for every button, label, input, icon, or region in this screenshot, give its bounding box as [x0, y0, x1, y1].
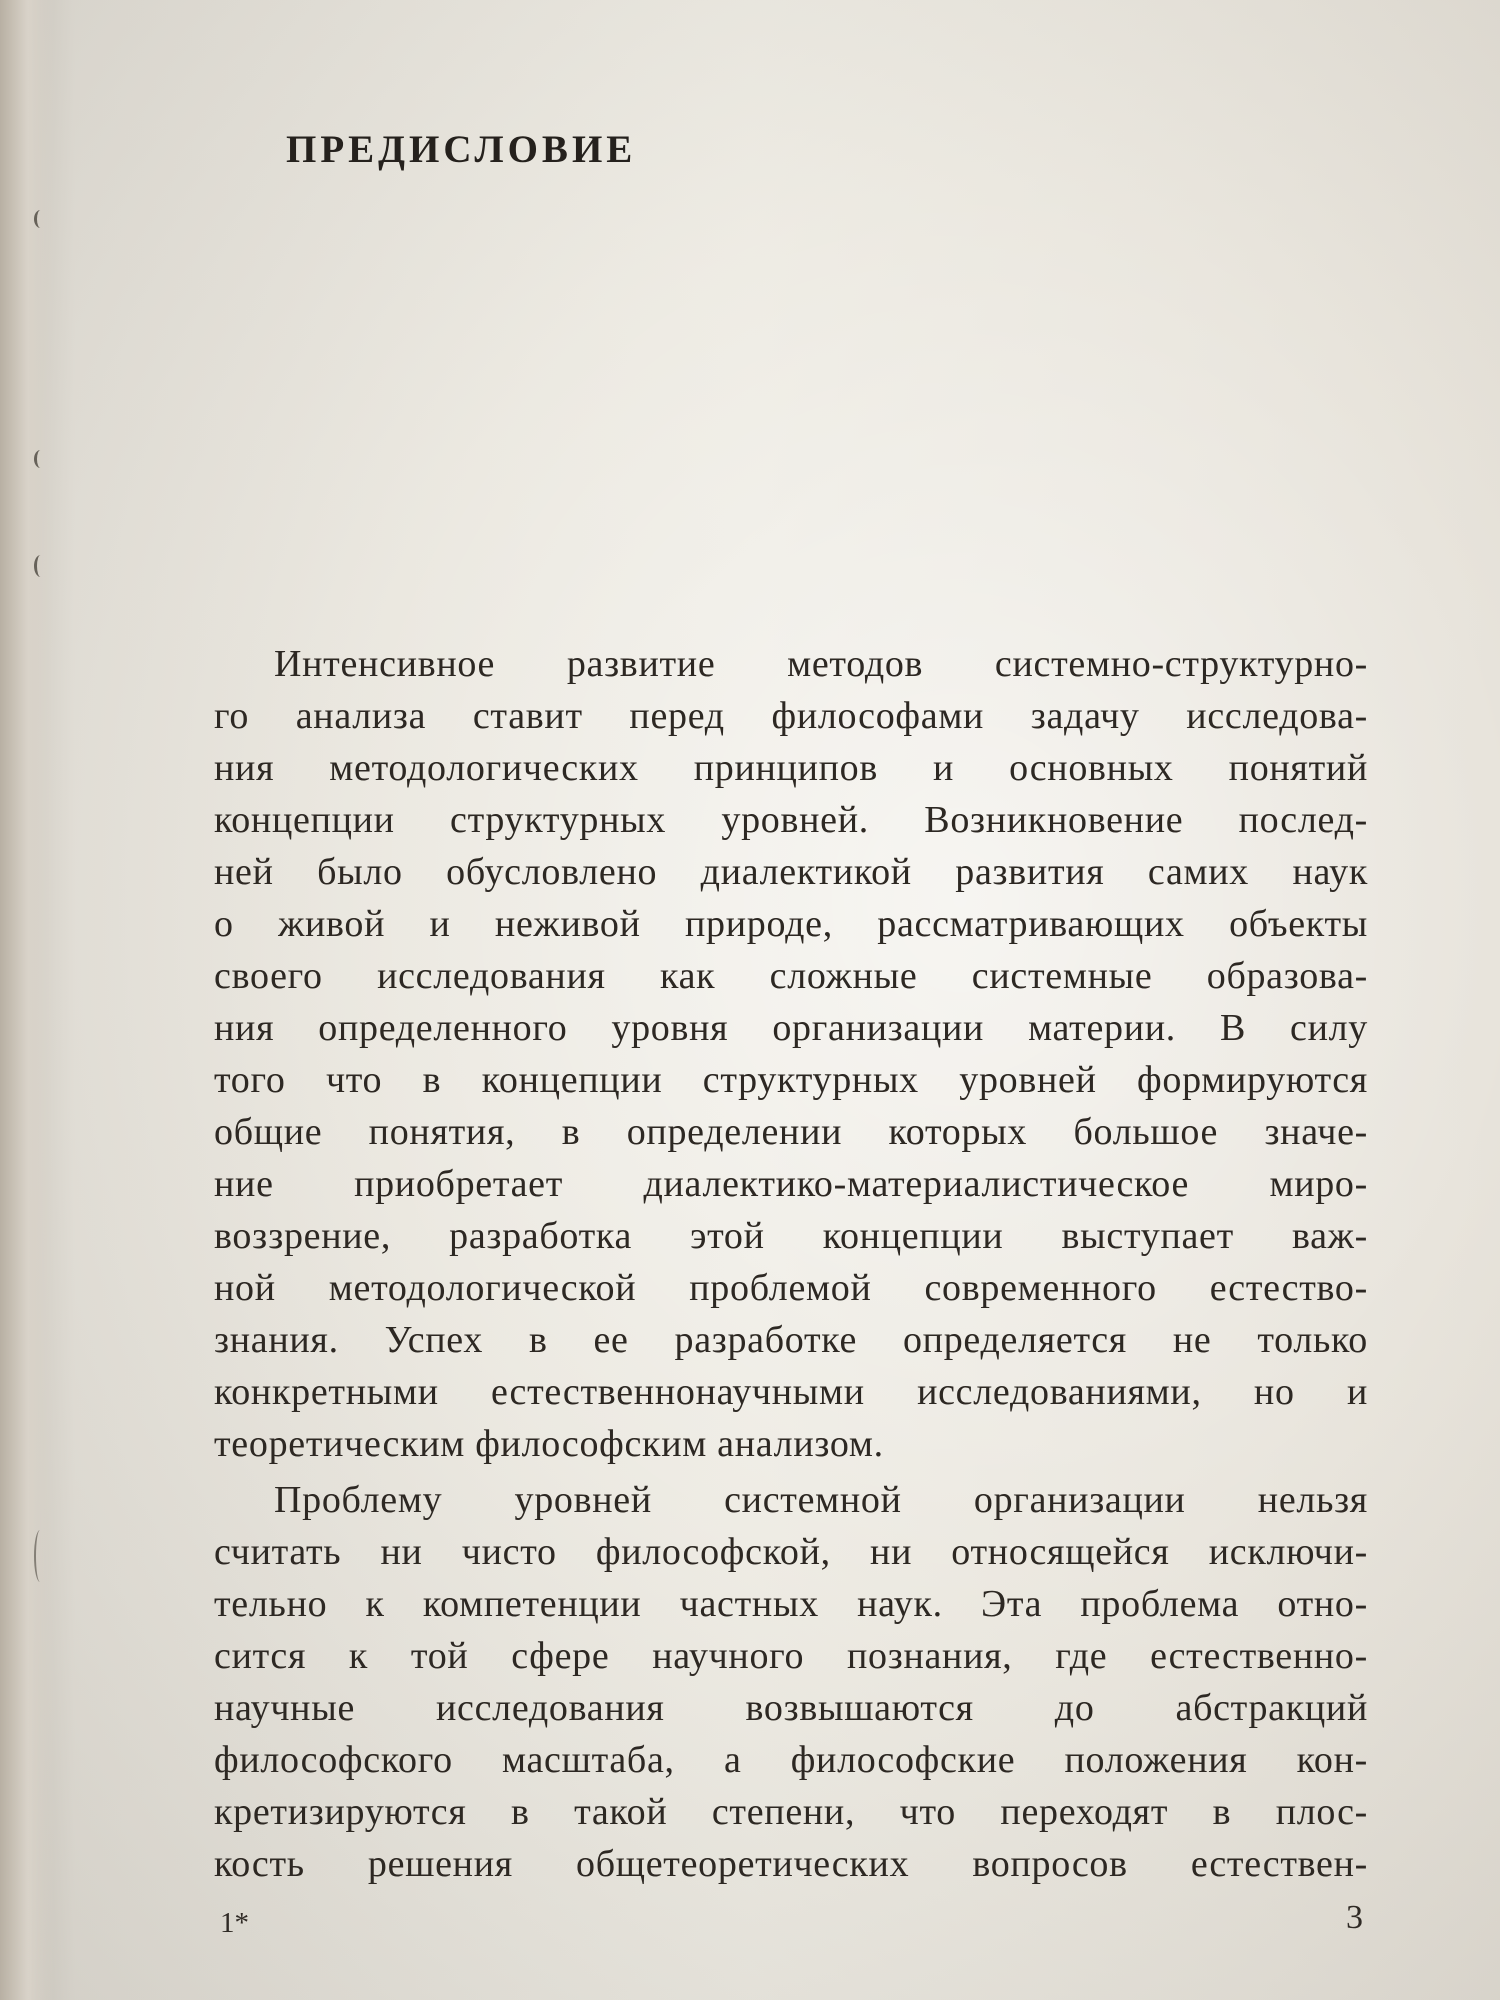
paragraph-line: кретизируются в такой степени, что переходят в плос-	[214, 1791, 1368, 1833]
paragraph-line: научные исследования возвышаются до абстракций	[214, 1687, 1368, 1729]
page-title: ПРЕДИСЛОВИЕ	[286, 128, 637, 171]
paragraph-line: философского масштаба, а философские положения кон-	[214, 1739, 1368, 1781]
paragraph-line: го анализа ставит перед философами задачу исследова-	[214, 695, 1368, 737]
paragraph-line: концепции структурных уровней. Возникновение послед-	[214, 799, 1368, 841]
paragraph-line: ние приобретает диалектико-материалистическое миро-	[214, 1163, 1368, 1205]
paragraph-line: ния определенного уровня организации материи. В силу	[214, 1007, 1368, 1049]
binding-mark	[34, 1530, 46, 1582]
paragraph-line: конкретными естественнонаучными исследованиями, но и	[214, 1371, 1368, 1413]
binding-mark	[34, 555, 47, 577]
paragraph-line: воззрение, разработка этой концепции выступает важ-	[214, 1215, 1368, 1257]
paragraph-line: считать ни чисто философской, ни относящейся исключи-	[214, 1531, 1368, 1573]
binding-mark	[34, 210, 47, 228]
paragraph-line: ния методологических принципов и основных понятий	[214, 747, 1368, 789]
paragraph-line: тельно к компетенции частных наук. Эта проблема отно-	[214, 1583, 1368, 1625]
paragraph-line: Проблему уровней системной организации нельзя	[274, 1479, 1368, 1521]
signature-mark: 1*	[220, 1907, 249, 1939]
paragraph-line: того что в концепции структурных уровней формируются	[214, 1059, 1368, 1101]
paragraph-line: кость решения общетеоретических вопросов естествен-	[214, 1843, 1368, 1885]
paragraph-line: Интенсивное развитие методов системно-структурно-	[274, 643, 1368, 685]
paragraph-line: сится к той сфере научного познания, где естественно-	[214, 1635, 1368, 1677]
paragraph-line: теоретическим философским анализом.	[214, 1423, 884, 1465]
binding-mark	[34, 450, 47, 468]
paragraph-line: общие понятия, в определении которых большое значе-	[214, 1111, 1368, 1153]
paragraph-line: знания. Успех в ее разработке определяется не только	[214, 1319, 1368, 1361]
paragraph-line: о живой и неживой природе, рассматривающих объекты	[214, 903, 1368, 945]
page-number: 3	[1346, 1899, 1363, 1936]
paragraph-line: ней было обусловлено диалектикой развития самих наук	[214, 851, 1368, 893]
paragraph-line: ной методологической проблемой современного естество-	[214, 1267, 1368, 1309]
paragraph-line: своего исследования как сложные системные образова-	[214, 955, 1368, 997]
